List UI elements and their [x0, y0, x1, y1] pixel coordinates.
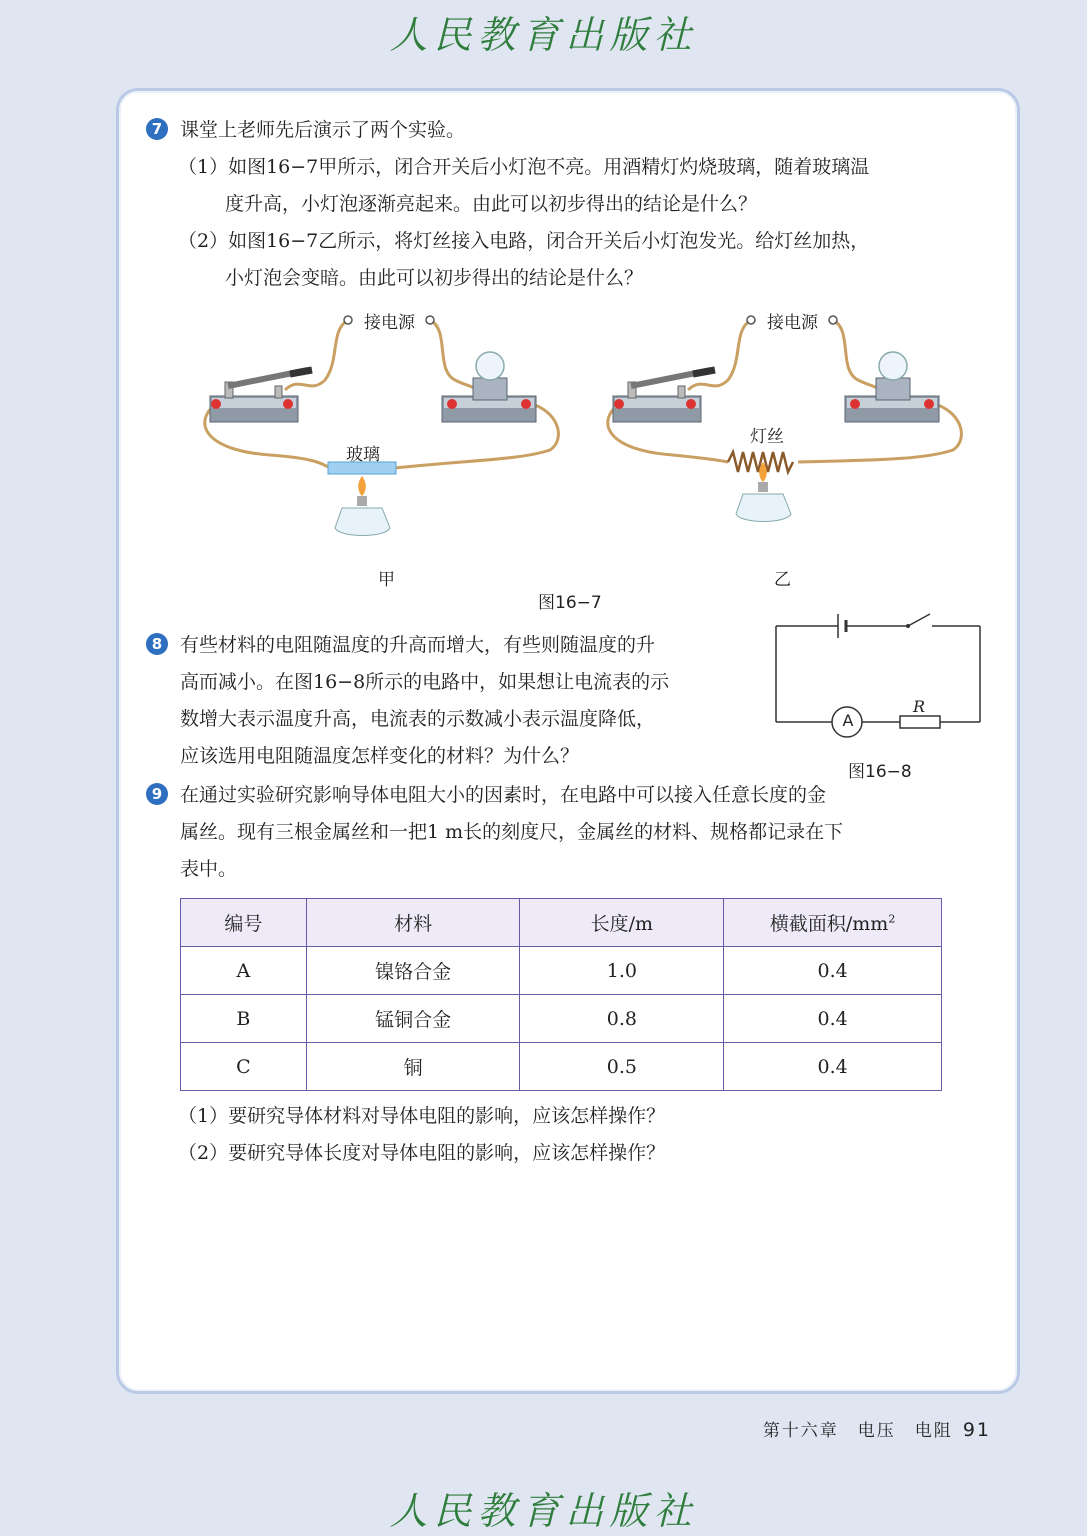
table-cell: B — [181, 995, 307, 1043]
question-7 — [146, 112, 465, 149]
q9-subquestions — [178, 1098, 665, 1172]
q9-sub2: （2）要研究导体长度对导体电阻的影响，应该怎样操作？ — [178, 1142, 666, 1164]
table-cell: 0.8 — [520, 995, 724, 1043]
chapter-title: 第十六章 电压 电阻 — [762, 1421, 953, 1441]
table-cell: A — [181, 947, 307, 995]
header-area-sup: 2 — [888, 912, 896, 926]
q9-line1: 在通过实验研究影响导体电阻大小的因素时，在电路中可以接入任意长度的金 — [180, 784, 827, 806]
table-cell: 0.4 — [724, 1043, 942, 1091]
q9-sub1: （1）要研究导体材料对导体电阻的影响，应该怎样操作？ — [178, 1105, 666, 1127]
q8-line4: 应该选用电阻随温度怎样变化的材料？为什么？ — [180, 745, 580, 767]
table-cell: 锰铜合金 — [306, 995, 520, 1043]
q7-p2-line2: 小灯泡会变暗。由此可以初步得出的结论是什么？ — [225, 267, 644, 289]
q8-line2: 高而减小。在图16−8所示的电路中，如果想让电流表的示 — [180, 671, 670, 693]
power-label-left: 接电源 — [364, 313, 415, 333]
header-length: 长度/m — [520, 899, 724, 947]
question-8 — [146, 627, 669, 775]
table-row — [181, 947, 942, 995]
circuit-jia — [205, 316, 559, 536]
figure-16-8 — [772, 608, 984, 738]
table-row — [181, 1043, 942, 1091]
publisher-header: 人民教育出版社 — [389, 13, 698, 57]
table-cell: 1.0 — [520, 947, 724, 995]
question-number-9: 9 — [146, 783, 168, 805]
q8-line3: 数增大表示温度升高，电流表的示数减小表示温度降低， — [180, 708, 656, 730]
table-cell: C — [181, 1043, 307, 1091]
page-number: 91 — [962, 1419, 991, 1441]
table-row — [181, 995, 942, 1043]
circuit-yi — [608, 316, 962, 522]
wire-spec-table — [180, 898, 942, 1091]
figure-16-8-caption: 图16−8 — [848, 762, 912, 782]
figure-16-7-caption: 图16−7 — [538, 593, 602, 613]
table-cell: 0.4 — [724, 947, 942, 995]
table-cell: 铜 — [306, 1043, 520, 1091]
table-header-row — [181, 899, 942, 947]
glass-label: 玻璃 — [346, 445, 380, 465]
q9-line3: 表中。 — [180, 858, 238, 880]
publisher-footer: 人民教育出版社 — [389, 1489, 698, 1533]
q7-p1-line2: 度升高，小灯泡逐渐亮起来。由此可以初步得出的结论是什么？ — [225, 193, 758, 215]
q9-line2: 属丝。现有三根金属丝和一把1 m长的刻度尺，金属丝的材料、规格都记录在下 — [180, 821, 844, 843]
header-area-text: 横截面积/mm — [769, 913, 889, 935]
header-id: 编号 — [181, 899, 307, 947]
table-cell: 0.4 — [724, 995, 942, 1043]
q7-intro: 课堂上老师先后演示了两个实验。 — [180, 119, 466, 141]
q7-part-1 — [178, 149, 869, 297]
header-material: 材料 — [306, 899, 520, 947]
question-number-8: 8 — [146, 633, 168, 655]
header-area — [724, 899, 942, 947]
filament-label: 灯丝 — [750, 427, 784, 447]
power-label-right: 接电源 — [767, 313, 818, 333]
q8-line1: 有些材料的电阻随温度的升高而增大，有些则随温度的升 — [180, 634, 656, 656]
ammeter-symbol: A — [842, 711, 854, 730]
table-cell: 0.5 — [520, 1043, 724, 1091]
figure-16-7 — [190, 300, 980, 550]
page-footer — [763, 1416, 991, 1441]
sub-label-jia: 甲 — [378, 570, 395, 590]
question-9 — [146, 777, 843, 888]
question-number-7: 7 — [146, 118, 168, 140]
sub-label-yi: 乙 — [774, 570, 791, 590]
resistor-symbol: R — [913, 697, 926, 716]
q7-p2-line1: （2）如图16−7乙所示，将灯丝接入电路，闭合开关后小灯泡发光。给灯丝加热， — [178, 230, 870, 252]
table-cell: 镍铬合金 — [306, 947, 520, 995]
q7-p1-line1: （1）如图16−7甲所示，闭合开关后小灯泡不亮。用酒精灯灼烧玻璃，随着玻璃温 — [178, 156, 870, 178]
